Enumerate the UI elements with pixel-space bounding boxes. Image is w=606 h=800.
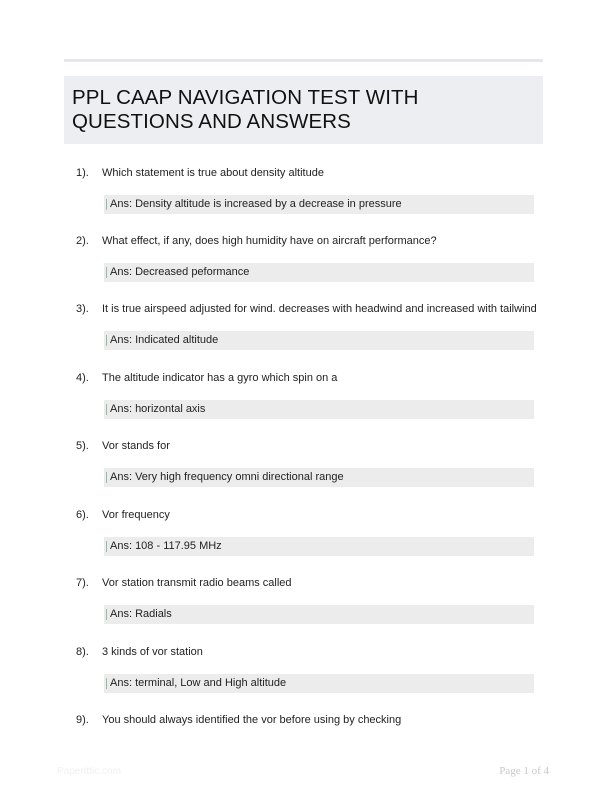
- question-number: 6).: [76, 509, 89, 521]
- question-number: 5).: [76, 440, 89, 452]
- question-number: 9).: [76, 714, 89, 726]
- question-text: What effect, if any, does high humidity have on aircraft performance?: [102, 235, 437, 247]
- document-title: PPL CAAP NAVIGATION TEST WITH QUESTIONS AND ANSWERS: [72, 86, 419, 133]
- question-item: [64, 509, 543, 552]
- question-text: Vor frequency: [102, 509, 170, 521]
- footer-site-watermark: Papertttic.com: [57, 766, 121, 777]
- question-item: [64, 577, 543, 620]
- page-number: Page 1 of 4: [499, 765, 549, 777]
- question-number: 7).: [76, 577, 89, 589]
- question-text: Vor station transmit radio beams called: [102, 577, 292, 589]
- answer-box: Ans: Indicated altitude: [104, 331, 534, 350]
- question-text: Which statement is true about density altitude: [102, 167, 324, 179]
- answer-box: Ans: Decreased peformance: [104, 263, 534, 282]
- top-divider: [64, 59, 543, 62]
- question-number: 1).: [76, 167, 89, 179]
- question-item: [64, 440, 543, 483]
- question-item: [64, 646, 543, 689]
- question-text: The altitude indicator has a gyro which spin on a: [102, 372, 338, 384]
- question-number: 4).: [76, 372, 89, 384]
- question-number: 3).: [76, 303, 89, 315]
- answer-box: Ans: horizontal axis: [104, 400, 534, 419]
- question-text: It is true airspeed adjusted for wind. decreases with headwind and increased with tailwind: [102, 303, 537, 315]
- question-item: [64, 235, 543, 278]
- question-item: [64, 372, 543, 415]
- question-number: 2).: [76, 235, 89, 247]
- question-text: You should always identified the vor before using by checking: [102, 714, 402, 726]
- answer-box: Ans: terminal, Low and High altitude: [104, 674, 534, 693]
- question-text: Vor stands for: [102, 440, 170, 452]
- question-text: 3 kinds of vor station: [102, 646, 203, 658]
- question-item: [64, 167, 543, 210]
- question-item: [64, 303, 543, 346]
- answer-box: Ans: 108 - 117.95 MHz: [104, 537, 534, 556]
- answer-box: Ans: Very high frequency omni directional range: [104, 468, 534, 487]
- answer-box: Ans: Density altitude is increased by a decrease in pressure: [104, 195, 534, 214]
- question-number: 8).: [76, 646, 89, 658]
- answer-box: Ans: Radials: [104, 605, 534, 624]
- title-banner: [64, 76, 543, 144]
- question-item: [64, 714, 543, 734]
